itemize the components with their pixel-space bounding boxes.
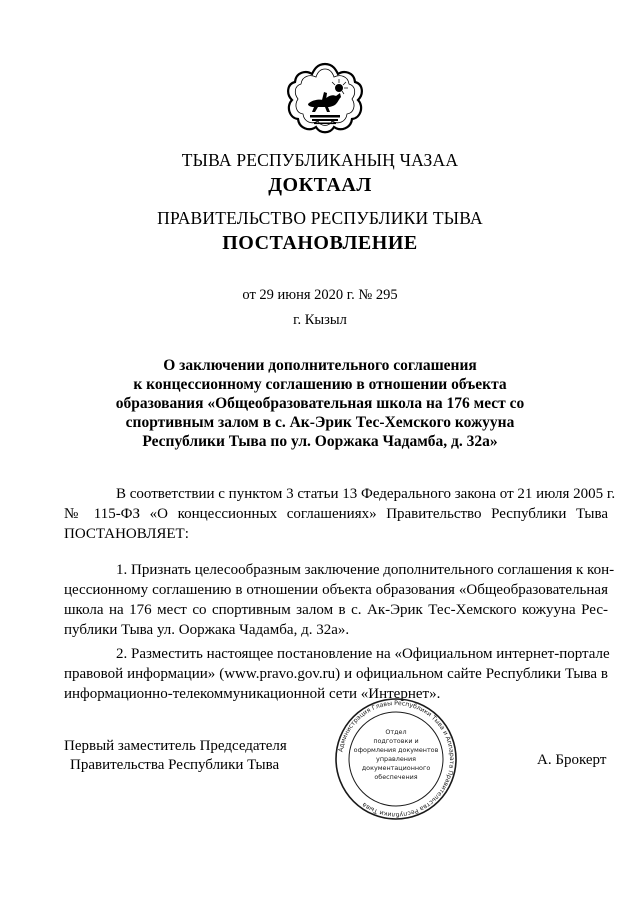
city: г. Кызыл: [293, 312, 347, 328]
stamp-center-line: подготовки и: [373, 737, 419, 745]
stamp-ring-text: Администрация Главы Республики Тыва и Аппарата Правительства Республики Тыва: [337, 699, 456, 819]
stamp-center-line: Отдел: [385, 728, 407, 736]
title-line: образования «Общеобразовательная школа на 176 мест со: [115, 395, 525, 412]
paragraph-line: цессионному соглашению в отношении объекта образования «Общеобразовательная: [64, 582, 608, 598]
stamp-center-line: оформления документов: [353, 746, 439, 754]
stamp-center-line: обеспечения: [374, 773, 418, 781]
ru-doc-type: ПОСТАНОВЛЕНИЕ: [222, 232, 418, 254]
signatory-position-line-1: Первый заместитель Председателя: [64, 738, 287, 754]
paragraph-line: школа на 176 мест со спортивным залом в с. Ак-Эрик Тес-Хемского кожууна Рес-: [64, 602, 608, 618]
ru-government-title: ПРАВИТЕЛЬСТВО РЕСПУБЛИКИ ТЫВА: [157, 208, 483, 228]
signatory-name: А. Брокерт: [537, 752, 607, 768]
signatory-position-line-2: Правительства Республики Тыва: [70, 757, 280, 773]
paragraph-line: информационно-телекоммуникационной сети «Интернет».: [64, 686, 441, 702]
official-stamp: [322, 698, 470, 820]
paragraph-line: 1. Признать целесообразным заключение дополнительного соглашения к кон-: [116, 562, 615, 578]
tyva-doc-type: ДОКТААЛ: [268, 174, 372, 196]
document-title: [100, 356, 540, 451]
title-line: Республики Тыва по ул. Ооржака Чадамба, д. 32а»: [142, 433, 498, 450]
paragraph-line: правовой информации» (www.pravo.gov.ru) и официальном сайте Республики Тыва в: [64, 666, 608, 682]
stamp-center-line: документационного: [361, 764, 431, 772]
title-line: спортивным залом в с. Ак-Эрик Тес-Хемского кожууна: [125, 414, 515, 431]
tuva-emblem-icon: [284, 60, 366, 138]
paragraph-line: ПОСТАНОВЛЯЕТ:: [64, 526, 189, 542]
title-line: О заключении дополнительного соглашения: [163, 357, 477, 374]
title-line: к концессионному соглашению в отношении объекта: [133, 376, 507, 393]
item-1-paragraph: [64, 560, 615, 640]
stamp-center-line: управления: [376, 755, 416, 763]
paragraph-line: В соответствии с пунктом 3 статьи 13 Федерального закона от 21 июля 2005 г.: [116, 486, 616, 502]
date-number: от 29 июня 2020 г. № 295: [242, 287, 398, 303]
paragraph-line: публики Тыва ул. Ооржака Чадамба, д. 32а».: [64, 622, 350, 638]
paragraph-line: 2. Разместить настоящее постановление на «Официальном интернет-портале: [116, 646, 610, 662]
paragraph-line: № 115-ФЗ «О концессионных соглашениях» Правительство Республики Тыва: [64, 506, 608, 522]
preamble-paragraph: [64, 484, 616, 544]
item-2-paragraph: [64, 644, 608, 704]
tyva-government-title: ТЫВА РЕСПУБЛИКАНЫҢ ЧАЗАА: [181, 150, 459, 170]
